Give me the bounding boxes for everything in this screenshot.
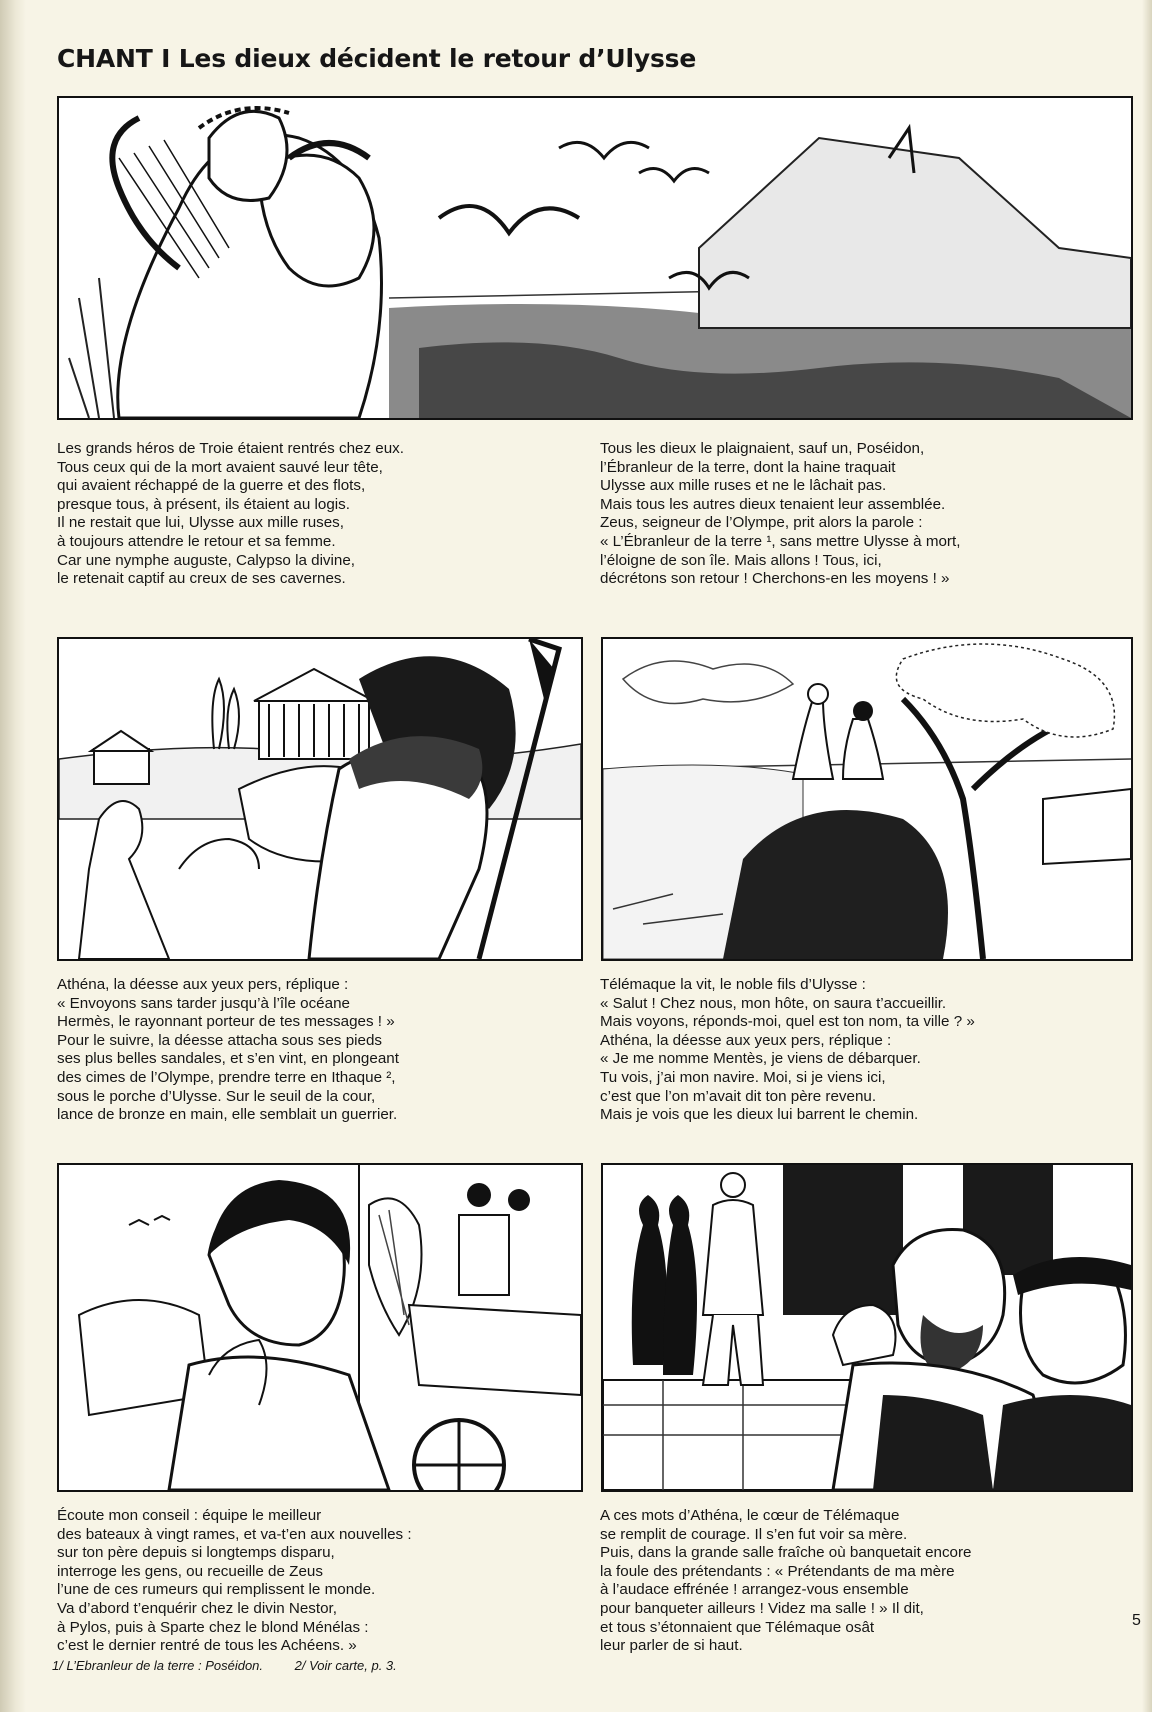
page-number: 5: [1132, 1612, 1141, 1629]
footnote-1: 1/ L’Ebranleur de la terre : Poséidon.: [52, 1658, 264, 1673]
footnotes: [52, 1658, 425, 1673]
chapter-title: CHANT I Les dieux décident le retour d’Ulysse: [57, 44, 697, 73]
paragraph-2: Tous les dieux le plaignaient, sauf un, Poséidon, l’Ébranleur de la terre, dont la haine traquait Ulysse aux mille ruses et ne le lâchait pas. Mais tous les autres dieux tenaient leur assemblée. Zeus, seigneur de l’Olympe, prit alors la parole : « L’Ébranleur de la terre ¹, sans mettre Ulysse à mort, l’éloigne de son île. Mais allons ! Tous, ici, décrétons son retour ! Cherchons-en les moyens ! »: [600, 440, 961, 588]
panel-2-illustration: [57, 637, 583, 961]
paragraph-1: Les grands héros de Troie étaient rentrés chez eux. Tous ceux qui de la mort avaient sauvé leur tête, qui avaient réchappé de la guerre et des flots, presque tous, à présent, ils étaient au logis. Il ne restait que lui, Ulysse aux mille ruses, à toujours attendre le retour et sa femme. Car une nymphe auguste, Calypso la divine, le retenait captif au creux de ses cavernes.: [57, 440, 404, 588]
panel-1-illustration: [57, 96, 1133, 420]
panel-4-illustration: [57, 1163, 583, 1492]
paragraph-3: Athéna, la déesse aux yeux pers, réplique : « Envoyons sans tarder jusqu’à l’île océane Hermès, le rayonnant porteur de tes messages ! » Pour le suivre, la déesse attacha sous ses pieds ses plus belles sandales, et s’en vint, en plongeant des cimes de l’Olympe, prendre terre en Ithaque ², sous le porche d’Ulysse. Sur le seuil de la cour, lance de bronze en main, elle semblait un guerrier.: [57, 976, 399, 1124]
footnote-2: 2/ Voir carte, p. 3.: [294, 1658, 397, 1673]
page-edge-left: [0, 0, 26, 1712]
paragraph-5: Écoute mon conseil : équipe le meilleur des bateaux à vingt rames, et va-t’en aux nouvelles : sur ton père depuis si longtemps disparu, interroge les gens, ou recueille de Zeus l’une de ces rumeurs qui remplissent le monde. Va d’abord t’enquérir chez le divin Nestor, à Pylos, puis à Sparte chez le blond Ménélas : c’est le dernier rentré de tous les Achéens. »: [57, 1507, 412, 1655]
page-edge-right: [1142, 0, 1152, 1712]
paragraph-4: Télémaque la vit, le noble fils d’Ulysse : « Salut ! Chez nous, mon hôte, on saura t’accueillir. Mais voyons, réponds-moi, quel est ton nom, ta ville ? » Athéna, la déesse aux yeux pers, réplique : « Je me nomme Mentès, je viens de débarquer. Tu vois, j’ai mon navire. Moi, si je viens ici, c’est que l’on m’avait dit ton père revenu. Mais je vois que les dieux lui barrent le chemin.: [600, 976, 975, 1124]
paragraph-6: A ces mots d’Athéna, le cœur de Télémaque se remplit de courage. Il s’en fut voir sa mère. Puis, dans la grande salle fraîche où banquetait encore la foule des prétendants : « Prétendants de ma mère à l’audace effrénée ! arrangez-vous ensemble pour banqueter ailleurs ! Videz ma salle ! » Il dit, et tous s’étonnaient que Télémaque osât leur parler de si haut.: [600, 1507, 972, 1655]
panel-5-illustration: [601, 1163, 1133, 1492]
panel-3-illustration: [601, 637, 1133, 961]
